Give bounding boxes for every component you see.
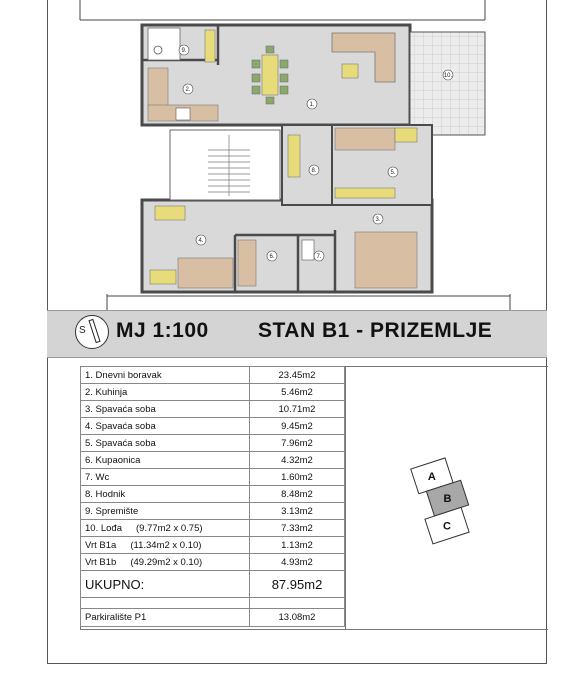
wardrobe-4 <box>150 270 176 284</box>
cooktop-icon <box>176 108 190 120</box>
room-name: Vrt B1a <box>85 539 117 551</box>
building-label: B <box>443 493 452 506</box>
parking-value: 13.08m2 <box>250 609 345 627</box>
area-calculation: (9.77m2 x 0.75) <box>135 522 203 534</box>
table-row <box>81 486 345 503</box>
toilet-icon <box>302 240 314 260</box>
room-name: 5. Spavaća soba <box>85 437 156 449</box>
room-name-cell <box>81 452 250 469</box>
area-calculation: (49.29m2 x 0.10) <box>130 556 203 568</box>
parking-label: Parkiralište P1 <box>81 609 250 627</box>
balcony-floor <box>410 32 485 135</box>
table-row <box>81 418 345 435</box>
drawing-title: STAN B1 - PRIZEMLJE <box>258 319 493 342</box>
spacer-cell <box>81 598 250 609</box>
scale-label: MJ 1:100 <box>116 319 209 342</box>
table-row <box>81 367 345 384</box>
total-label: UKUPNO: <box>81 571 250 598</box>
room-name-cell <box>81 554 250 571</box>
table-row <box>81 571 345 598</box>
room-area-value: 4.32m2 <box>250 452 345 469</box>
room-number: 9. <box>181 48 187 54</box>
room-name: 9. Spremište <box>85 505 139 517</box>
room-name-cell <box>81 384 250 401</box>
room-name-cell <box>81 503 250 520</box>
room-name: Vrt B1b <box>85 556 117 568</box>
floor-plan <box>0 0 567 310</box>
room-area-value: 3.13m2 <box>250 503 345 520</box>
room-name: 6. Kupaonica <box>85 454 141 466</box>
spacer-cell <box>250 598 345 609</box>
table-divider <box>345 366 346 630</box>
room-name-cell <box>81 367 250 384</box>
room-name: 8. Hodnik <box>85 488 126 500</box>
table-row <box>81 435 345 452</box>
room-area-value: 1.60m2 <box>250 469 345 486</box>
room-name-cell <box>81 418 250 435</box>
room-area-value: 8.48m2 <box>250 486 345 503</box>
area-table <box>80 366 345 627</box>
room-number: 8. <box>311 168 317 174</box>
room-name-cell <box>81 401 250 418</box>
room-number: 2. <box>185 87 191 93</box>
table-row <box>81 520 345 537</box>
room-number: 4. <box>198 238 204 244</box>
coffee-table <box>342 64 358 78</box>
table-row <box>81 452 345 469</box>
room-number: 10. <box>443 73 453 79</box>
room-name-cell <box>81 537 250 554</box>
room-name: 10. Lođa <box>85 522 122 534</box>
room-area-value: 4.93m2 <box>250 554 345 571</box>
table-row <box>81 503 345 520</box>
room-number: 7. <box>316 254 322 260</box>
building-label: A <box>427 470 436 483</box>
room-name: 7. Wc <box>85 471 110 483</box>
table-row <box>81 401 345 418</box>
room-area-value: 1.13m2 <box>250 537 345 554</box>
room-name-cell <box>81 520 250 537</box>
desk-5 <box>395 128 417 142</box>
table-row <box>81 598 345 609</box>
room-number: 5. <box>390 170 396 176</box>
room-name-cell <box>81 469 250 486</box>
room-name-cell <box>81 435 250 452</box>
bed-5 <box>335 128 395 150</box>
total-value: 87.95m2 <box>250 571 345 598</box>
table-row <box>81 469 345 486</box>
area-calculation: (11.34m2 x 0.10) <box>130 539 202 551</box>
room-area-value: 9.45m2 <box>250 418 345 435</box>
compass-letter: S <box>79 325 86 336</box>
room-number: 3. <box>375 217 381 223</box>
boiler-icon <box>154 46 162 54</box>
desk-4 <box>155 206 185 220</box>
room-name: 1. Dnevni boravak <box>85 369 162 381</box>
room-area-value: 7.33m2 <box>250 520 345 537</box>
room-name: 2. Kuhinja <box>85 386 128 398</box>
room-number: 6. <box>269 254 275 260</box>
table-row <box>81 554 345 571</box>
room-area-value: 7.96m2 <box>250 435 345 452</box>
storage-fixtures <box>148 28 180 60</box>
north-arrow-icon <box>75 315 109 349</box>
table-row <box>81 609 345 627</box>
kitchen-counter <box>148 68 168 108</box>
stairwell <box>170 130 280 200</box>
compass-needle <box>88 319 100 343</box>
dining-table <box>262 55 278 95</box>
building-label: C <box>443 520 451 533</box>
table-row <box>81 384 345 401</box>
room-name: 4. Spavaća soba <box>85 420 156 432</box>
room-area-value: 5.46m2 <box>250 384 345 401</box>
room-name-cell <box>81 486 250 503</box>
room-area-value: 10.71m2 <box>250 401 345 418</box>
bed-3 <box>355 232 417 288</box>
hall-wardrobe <box>288 135 300 177</box>
table-row <box>81 537 345 554</box>
room-number: 1. <box>309 102 315 108</box>
storage-shelf <box>205 30 215 62</box>
room-name: 3. Spavaća soba <box>85 403 156 415</box>
wardrobe-5 <box>335 188 395 198</box>
building-key-plan <box>390 440 500 560</box>
bed-4 <box>178 258 233 288</box>
bathtub <box>238 240 256 286</box>
room-area-value: 23.45m2 <box>250 367 345 384</box>
